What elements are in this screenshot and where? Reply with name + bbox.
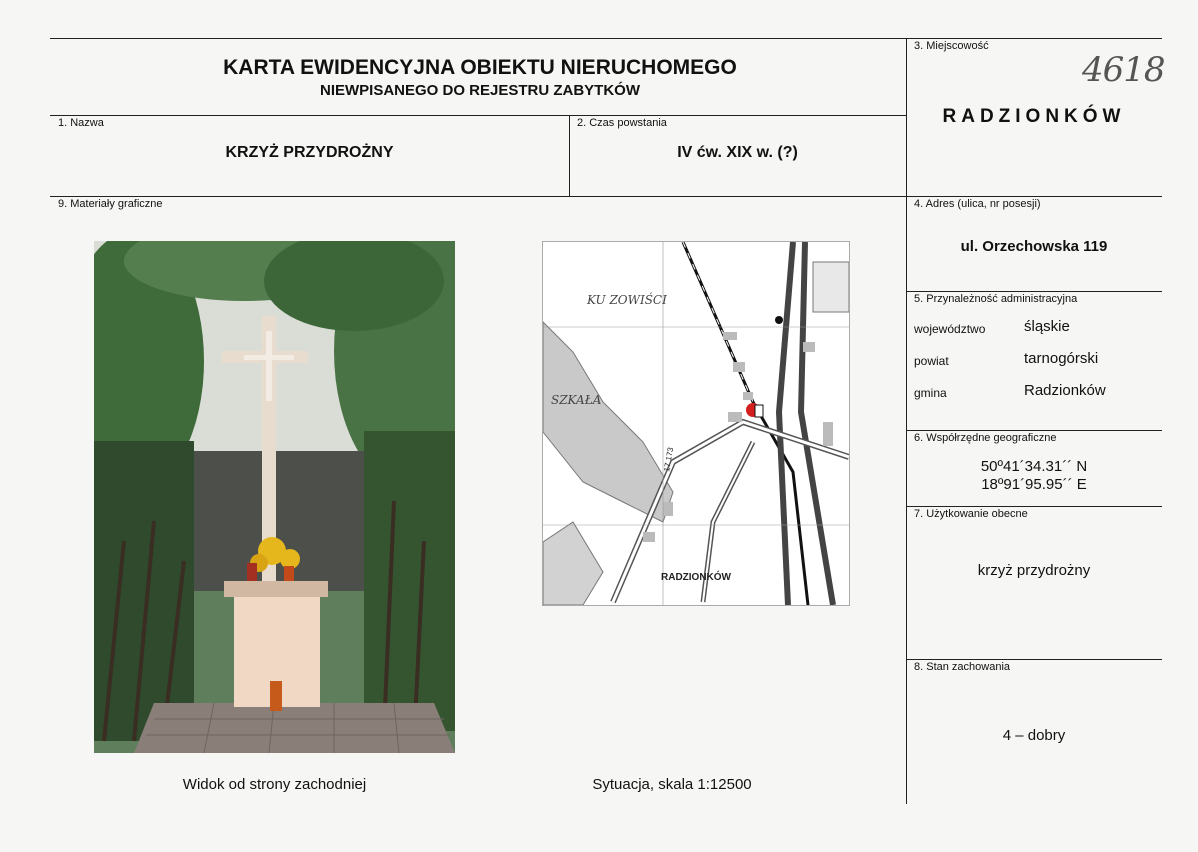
map-label-road: 17 173 xyxy=(662,446,676,473)
rule-row2 xyxy=(50,196,1162,197)
map-label-skala: SZKAŁA xyxy=(551,393,602,407)
value-uzytkowanie: krzyż przydrożny xyxy=(977,562,1091,579)
label-wspolrzedne: 6. Współrzędne geograficzne xyxy=(914,432,1057,444)
label-uzytkowanie: 7. Użytkowanie obecne xyxy=(914,508,1028,520)
key-wojewodztwo: województwo xyxy=(914,322,986,336)
label-czas: 2. Czas powstania xyxy=(577,117,667,129)
top-rule xyxy=(50,38,1162,39)
value-czas: IV ćw. XIX w. (?) xyxy=(677,144,798,161)
label-miejscowosc: 3. Miejscowość xyxy=(914,40,989,52)
situation-map xyxy=(542,241,850,606)
card-title: KARTA EWIDENCYJNA OBIEKTU NIERUCHOMEGO xyxy=(223,56,737,79)
rule-8 xyxy=(906,659,1162,660)
cross-photo xyxy=(94,241,455,753)
label-adres: 4. Adres (ulica, nr posesji) xyxy=(914,198,1041,210)
key-gmina: gmina xyxy=(914,386,947,400)
value-latitude: 50º41´34.31´´ N xyxy=(980,458,1088,475)
rule-row1 xyxy=(50,115,906,116)
label-stan: 8. Stan zachowania xyxy=(914,661,1011,673)
map-label-kuzowisci: KU ZOWIŚCI xyxy=(587,293,667,307)
handwritten-number: 4618 xyxy=(1082,50,1165,90)
value-longitude: 18º91´95.95´´ E xyxy=(981,476,1087,493)
value-adres: ul. Orzechowska 119 xyxy=(960,238,1108,255)
value-gmina: Radzionków xyxy=(1024,382,1106,399)
label-materialy: 9. Materiały graficzne xyxy=(58,198,163,210)
value-powiat: tarnogórski xyxy=(1024,350,1099,367)
label-przynaleznosc: 5. Przynależność administracyjna xyxy=(914,293,1078,305)
map-label-radzionkow: RADZIONKÓW xyxy=(661,572,731,583)
value-wojewodztwo: śląskie xyxy=(1024,318,1070,335)
divider-main xyxy=(906,38,907,804)
value-miejscowosc: RADZIONKÓW xyxy=(942,106,1126,127)
rule-6 xyxy=(906,430,1162,431)
rule-7 xyxy=(906,506,1162,507)
card-subtitle: NIEWPISANEGO DO REJESTRU ZABYTKÓW xyxy=(319,82,641,99)
photo-caption: Widok od strony zachodniej xyxy=(182,776,367,793)
value-stan: 4 – dobry xyxy=(1002,727,1066,744)
label-nazwa: 1. Nazwa xyxy=(58,117,104,129)
value-nazwa: KRZYŻ PRZYDROŻNY xyxy=(225,144,394,161)
rule-5 xyxy=(906,291,1162,292)
map-caption: Sytuacja, skala 1:12500 xyxy=(592,776,752,793)
key-powiat: powiat xyxy=(914,354,949,368)
